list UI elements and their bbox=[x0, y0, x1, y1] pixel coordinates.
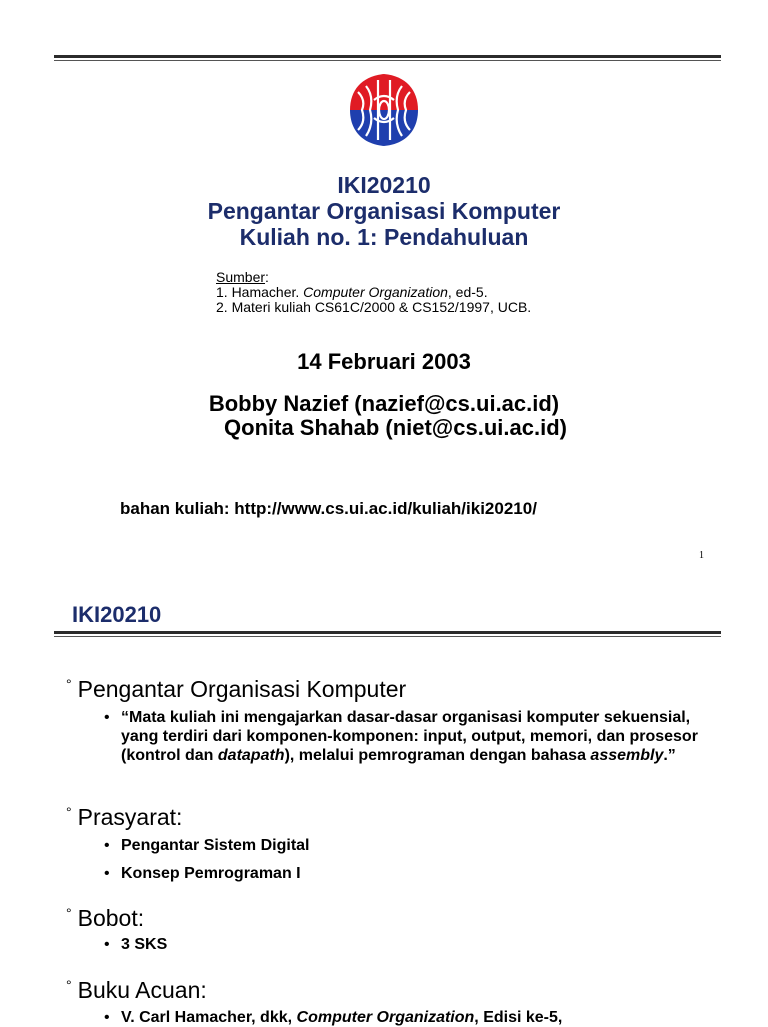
slide2-divider-thin bbox=[54, 636, 721, 637]
author-1: Bobby Nazief (nazief@cs.ui.ac.id) bbox=[208, 391, 560, 416]
sources-block bbox=[216, 270, 531, 315]
top-divider bbox=[54, 55, 721, 58]
section-heading-3 bbox=[66, 900, 144, 931]
slide2-title: IKI20210 bbox=[72, 602, 162, 627]
slide2-divider bbox=[54, 631, 721, 634]
description-part: “Mata kuliah ini mengajarkan dasar-dasar organisasi komputer sekuensial, yang terdiri dari komponen-komponen: input, output, memori, dan prosesor (kontrol dan bbox=[121, 709, 698, 764]
book-title: Computer Organization bbox=[296, 1009, 475, 1026]
section-heading-1-text: Pengantar Organisasi Komputer bbox=[77, 676, 407, 702]
section-marker: ° bbox=[66, 905, 72, 921]
lecture-date: 14 Februari 2003 bbox=[297, 349, 471, 374]
section-heading-2-text: Prasyarat: bbox=[77, 804, 183, 830]
list-item bbox=[104, 1008, 704, 1027]
description-italic: datapath bbox=[217, 747, 285, 764]
sources-label: Sumber bbox=[216, 269, 266, 285]
source-item-2: 2. Materi kuliah CS61C/2000 & CS152/1997, UCB. bbox=[216, 299, 532, 315]
university-logo-icon bbox=[344, 70, 424, 150]
description-italic: assembly bbox=[590, 747, 664, 764]
section-heading-4 bbox=[66, 972, 207, 1003]
list-item bbox=[104, 836, 704, 855]
source-item-1-book: Computer Organization bbox=[303, 284, 448, 300]
section-marker: ° bbox=[66, 804, 72, 820]
description-part: ), melalui pemrograman dengan bahasa bbox=[284, 747, 591, 764]
bullet-dot: • bbox=[104, 865, 110, 882]
source-item-1 bbox=[216, 285, 531, 300]
description-part: .” bbox=[663, 747, 676, 764]
section-marker: ° bbox=[66, 977, 72, 993]
prerequisite-1: Pengantar Sistem Digital bbox=[121, 837, 310, 854]
book-edition: , Edisi ke-5, bbox=[474, 1009, 563, 1026]
section-heading-3-text: Bobot: bbox=[77, 905, 145, 931]
section-heading-4-text: Buku Acuan: bbox=[77, 977, 207, 1003]
bullet-dot: • bbox=[104, 709, 110, 726]
prerequisite-2: Konsep Pemrograman I bbox=[121, 865, 301, 882]
section-marker: ° bbox=[66, 676, 72, 692]
credit-value: 3 SKS bbox=[121, 936, 168, 953]
course-material-link[interactable]: bahan kuliah: http://www.cs.ui.ac.id/kuliah/iki20210/ bbox=[120, 499, 537, 518]
list-item bbox=[104, 708, 704, 765]
list-item bbox=[104, 864, 704, 883]
author-2: Qonita Shahab (niet@cs.ui.ac.id) bbox=[224, 415, 567, 440]
sources-colon: : bbox=[265, 269, 269, 285]
section-heading-2 bbox=[66, 799, 182, 830]
list-item bbox=[104, 935, 704, 954]
course-code: IKI20210 bbox=[337, 172, 431, 198]
source-item-1-suffix: , ed-5. bbox=[447, 284, 488, 300]
book-author: V. Carl Hamacher, dkk, bbox=[121, 1009, 297, 1026]
lecture-title: Kuliah no. 1: Pendahuluan bbox=[239, 224, 529, 250]
source-item-1-prefix: 1. Hamacher. bbox=[216, 284, 304, 300]
bullet-dot: • bbox=[104, 1009, 110, 1026]
course-name: Pengantar Organisasi Komputer bbox=[207, 198, 561, 224]
bullet-dot: • bbox=[104, 837, 110, 854]
authors-block bbox=[0, 392, 768, 440]
top-divider-thin bbox=[54, 60, 721, 61]
section-heading-1 bbox=[66, 671, 406, 702]
slide1-title-block bbox=[0, 172, 768, 250]
page-number: 1 bbox=[699, 550, 704, 561]
bullet-dot: • bbox=[104, 936, 110, 953]
